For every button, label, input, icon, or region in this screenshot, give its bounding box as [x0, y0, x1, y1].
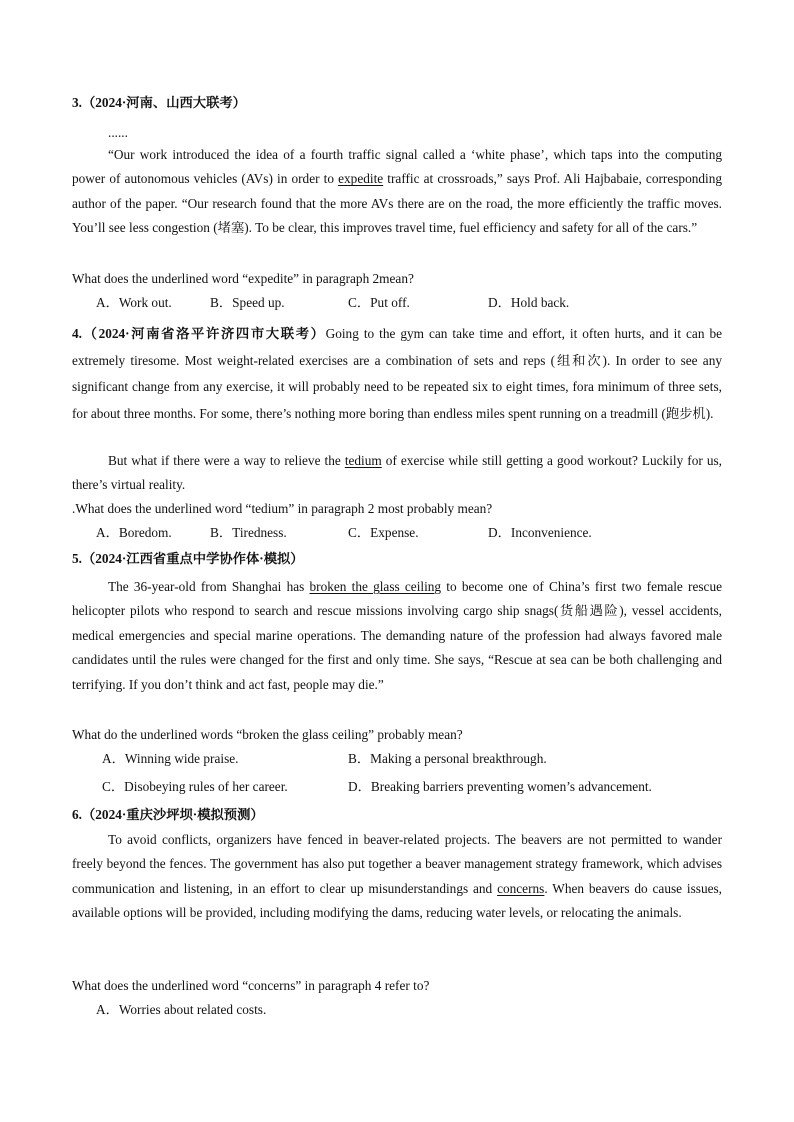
q3-option-c[interactable]: C．Put off. — [348, 295, 410, 310]
q4-passage-text: Going to the gym can take time and effort, it often hurts, and it can be extremely tiresome. Most weight-related exercises are a combination of sets and reps (组和次). In order to see any significant change from any exercise, it will probably need to be repeated six to eight times, fora minimum of three sets, for about three months. For some, there’s nothing more boring than endless miles spent running on a treadmill (跑步机). — [72, 326, 722, 421]
q4-option-d[interactable]: D．Inconvenience. — [488, 525, 592, 540]
q5-passage-text-b: to become one of China’s first two female rescue helicopter pilots who respond to search and rescue missions involving cargo ship snags(货船遇险), vessel accidents, medical emergencies and special marine operations. The demanding nature of the profession had always favored male candidates until the rules were changed for the first and only time. She says, “Rescue at sea can be both challenging and terrifying. If you don’t think and act fast, people may die.” — [72, 579, 722, 692]
q6-question: What does the underlined word “concerns” in paragraph 4 refer to? — [72, 978, 430, 993]
q5-option-d[interactable]: D．Breaking barriers preventing women’s advancement. — [348, 779, 652, 794]
q3-options — [96, 294, 722, 312]
q5-options-row1 — [102, 750, 728, 768]
q5-option-c[interactable]: C．Disobeying rules of her career. — [102, 779, 288, 794]
q4-option-c[interactable]: C．Expense. — [348, 525, 419, 540]
q3-ellipsis: ...... — [108, 125, 128, 140]
q5-option-b[interactable]: B．Making a personal breakthrough. — [348, 751, 547, 766]
q6-option-a[interactable]: A．Worries about related costs. — [96, 1002, 267, 1017]
q4-options — [96, 524, 722, 542]
q3-passage-text-b: traffic at crossroads,” says Prof. Ali Hajbabaie, corresponding author of the paper. “Our research found that the more AVs there are on the road, the more efficiently the traffic moves. You’ll see less congestion (堵塞). To be clear, this improves travel time, fuel efficiency and safety for all of the cars.” — [72, 171, 723, 236]
q3-option-b[interactable]: B．Speed up. — [210, 295, 285, 310]
q5-passage-text-a: The 36-year-old from Shanghai has — [108, 579, 310, 594]
q3-passage-text-a: “Our work introduced the idea of a fourth traffic signal called a ‘white phase’, which taps into the computing power of autonomous vehicles (AVs) in order to — [72, 147, 722, 187]
q3-underlined-word: expedite — [338, 171, 384, 187]
q6-passage-text-b: . When beavers do cause issues, available options will be provided, including modifying the dams, reducing water levels, or relocating the animals. — [72, 880, 723, 921]
q3-question: What does the underlined word “expedite” in paragraph 2mean? — [72, 271, 414, 286]
q5-passage — [72, 575, 722, 697]
q3-passage — [72, 143, 722, 241]
q5-option-a[interactable]: A．Winning wide praise. — [102, 751, 239, 766]
q6-underlined-word: concerns — [497, 880, 545, 896]
q4-option-a[interactable]: A．Boredom. — [96, 525, 172, 540]
q6-passage — [72, 828, 722, 926]
q5-question: What do the underlined words “broken the glass ceiling” probably mean? — [72, 727, 463, 742]
q4-passage2-text-a: But what if there were a way to relieve the — [108, 453, 345, 468]
q3-option-a[interactable]: A．Work out. — [96, 295, 172, 310]
q6-heading: 6.（2024·重庆沙坪坝·模拟预测） — [72, 807, 264, 822]
q6-passage-text-a: To avoid conflicts, organizers have fenced in beaver-related projects. The beavers are not permitted to wander freely beyond the fences. The government has also put together a beaver management strategy framework, which advises communication and listening, in an effort to clear up misunderstandings and — [72, 832, 722, 896]
q5-options-row2 — [102, 778, 728, 796]
q4-question: .What does the underlined word “tedium” in paragraph 2 most probably mean? — [72, 501, 493, 516]
q6-options — [96, 1001, 722, 1019]
q4-passage2-text-b: of exercise while still getting a good workout? Luckily for us, there’s virtual reality. — [72, 453, 722, 493]
q3-option-d[interactable]: D．Hold back. — [488, 295, 570, 310]
q5-underlined-phrase: broken the glass ceiling — [309, 579, 442, 594]
q4-underlined-word: tedium — [344, 453, 382, 468]
q4-passage-2 — [72, 449, 722, 498]
q3-heading: 3.（2024·河南、山西大联考） — [72, 95, 246, 110]
q4-heading: 4.（2024·河南省洛平许济四市大联考） — [72, 326, 326, 341]
q4-passage — [72, 321, 722, 427]
q5-heading: 5.（2024·江西省重点中学协作体·模拟） — [72, 551, 304, 566]
q4-option-b[interactable]: B．Tiredness. — [210, 525, 287, 540]
